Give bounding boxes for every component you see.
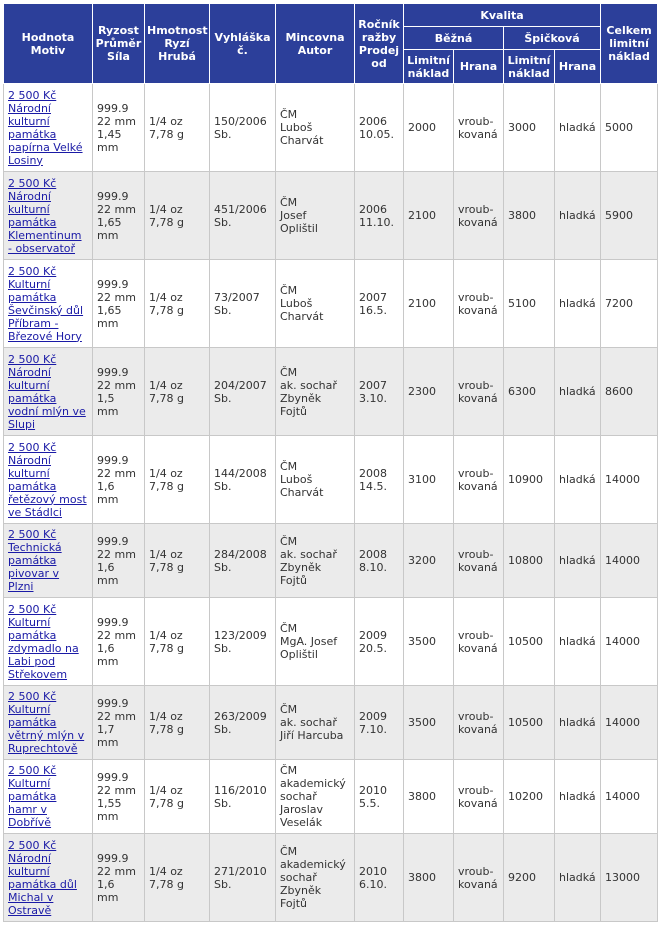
- cell-spickova-naklad: 6300: [504, 348, 555, 436]
- cell-spickova-naklad: 10500: [504, 686, 555, 760]
- header-vyhlaska: Vyhláška č.: [210, 4, 276, 84]
- cell-bezna-hrana: vroub- kovaná: [454, 760, 504, 834]
- cell-ryzost: 999.9 22 mm 1,6 mm: [93, 598, 145, 686]
- cell-hmotnost: 1/4 oz 7,78 g: [145, 260, 210, 348]
- cell-celkem: 5900: [601, 172, 658, 260]
- cell-spickova-naklad: 5100: [504, 260, 555, 348]
- cell-hmotnost: 1/4 oz 7,78 g: [145, 834, 210, 922]
- table-row: [4, 524, 658, 598]
- cell-rocnik: 2007 16.5.: [355, 260, 404, 348]
- motiv-link[interactable]: 2 500 Kč Kulturní památka hamr v Dobřívě: [8, 764, 57, 829]
- cell-bezna-naklad: 2300: [404, 348, 454, 436]
- cell-celkem: 14000: [601, 686, 658, 760]
- cell-bezna-naklad: 3100: [404, 436, 454, 524]
- header-rocnik: Ročník ražby Prodej od: [355, 4, 404, 84]
- cell-celkem: 8600: [601, 348, 658, 436]
- cell-motiv: [4, 686, 93, 760]
- cell-bezna-hrana: vroub- kovaná: [454, 436, 504, 524]
- header-hrana-bezna: Hrana: [454, 50, 504, 84]
- header-mincovna: Mincovna Autor: [276, 4, 355, 84]
- cell-bezna-naklad: 3200: [404, 524, 454, 598]
- cell-rocnik: 2007 3.10.: [355, 348, 404, 436]
- motiv-link[interactable]: 2 500 Kč Technická památka pivovar v Plzni: [8, 528, 62, 593]
- cell-celkem: 5000: [601, 84, 658, 172]
- cell-mincovna: ČM ak. sochař Jiří Harcuba: [276, 686, 355, 760]
- cell-vyhlaska: 271/2010 Sb.: [210, 834, 276, 922]
- cell-bezna-naklad: 2000: [404, 84, 454, 172]
- cell-ryzost: 999.9 22 mm 1,65 mm: [93, 172, 145, 260]
- cell-rocnik: 2006 11.10.: [355, 172, 404, 260]
- cell-spickova-hrana: hladká: [555, 598, 601, 686]
- cell-motiv: [4, 436, 93, 524]
- table-row: [4, 686, 658, 760]
- cell-bezna-hrana: vroub- kovaná: [454, 524, 504, 598]
- cell-rocnik: 2009 20.5.: [355, 598, 404, 686]
- table-row: [4, 172, 658, 260]
- cell-mincovna: ČM ak. sochař Zbyněk Fojtů: [276, 524, 355, 598]
- cell-rocnik: 2006 10.05.: [355, 84, 404, 172]
- motiv-link[interactable]: 2 500 Kč Národní kulturní památka vodní mlýn ve Slupi: [8, 352, 86, 431]
- cell-spickova-hrana: hladká: [555, 834, 601, 922]
- cell-ryzost: 999.9 22 mm 1,5 mm: [93, 348, 145, 436]
- cell-hmotnost: 1/4 oz 7,78 g: [145, 598, 210, 686]
- cell-rocnik: 2010 6.10.: [355, 834, 404, 922]
- cell-vyhlaska: 144/2008 Sb.: [210, 436, 276, 524]
- header-limitni-naklad-spickova: Limitní náklad: [504, 50, 555, 84]
- cell-ryzost: 999.9 22 mm 1,55 mm: [93, 760, 145, 834]
- header-hodnota-motiv: Hodnota Motiv: [4, 4, 93, 84]
- cell-ryzost: 999.9 22 mm 1,6 mm: [93, 834, 145, 922]
- cell-motiv: [4, 172, 93, 260]
- cell-mincovna: ČM Josef Oplištil: [276, 172, 355, 260]
- table-body: [4, 84, 658, 922]
- cell-celkem: 14000: [601, 524, 658, 598]
- cell-spickova-naklad: 10200: [504, 760, 555, 834]
- cell-bezna-hrana: vroub- kovaná: [454, 172, 504, 260]
- cell-spickova-hrana: hladká: [555, 524, 601, 598]
- cell-ryzost: 999.9 22 mm 1,7 mm: [93, 686, 145, 760]
- cell-spickova-naklad: 3800: [504, 172, 555, 260]
- cell-bezna-naklad: 3800: [404, 760, 454, 834]
- motiv-link[interactable]: 2 500 Kč Kulturní památka Ševčinský důl Příbram - Březové Hory: [8, 264, 84, 343]
- cell-spickova-naklad: 10800: [504, 524, 555, 598]
- cell-bezna-hrana: vroub- kovaná: [454, 834, 504, 922]
- table-row: [4, 834, 658, 922]
- motiv-link[interactable]: 2 500 Kč Kulturní památka zdymadlo na Labi pod Střekovem: [8, 602, 79, 681]
- cell-spickova-hrana: hladká: [555, 84, 601, 172]
- cell-ryzost: 999.9 22 mm 1,65 mm: [93, 260, 145, 348]
- cell-spickova-naklad: 10500: [504, 598, 555, 686]
- coins-table: [3, 3, 658, 922]
- cell-bezna-hrana: vroub- kovaná: [454, 84, 504, 172]
- cell-spickova-hrana: hladká: [555, 436, 601, 524]
- cell-vyhlaska: 284/2008 Sb.: [210, 524, 276, 598]
- cell-bezna-naklad: 2100: [404, 260, 454, 348]
- cell-bezna-hrana: vroub- kovaná: [454, 686, 504, 760]
- cell-hmotnost: 1/4 oz 7,78 g: [145, 348, 210, 436]
- table-row: [4, 760, 658, 834]
- cell-ryzost: 999.9 22 mm 1,45 mm: [93, 84, 145, 172]
- cell-bezna-hrana: vroub- kovaná: [454, 260, 504, 348]
- cell-motiv: [4, 260, 93, 348]
- table-row: [4, 436, 658, 524]
- cell-spickova-hrana: hladká: [555, 348, 601, 436]
- cell-hmotnost: 1/4 oz 7,78 g: [145, 524, 210, 598]
- cell-hmotnost: 1/4 oz 7,78 g: [145, 686, 210, 760]
- cell-celkem: 14000: [601, 760, 658, 834]
- table-row: [4, 598, 658, 686]
- cell-motiv: [4, 760, 93, 834]
- cell-motiv: [4, 598, 93, 686]
- cell-hmotnost: 1/4 oz 7,78 g: [145, 172, 210, 260]
- cell-bezna-naklad: 3500: [404, 598, 454, 686]
- cell-rocnik: 2008 8.10.: [355, 524, 404, 598]
- header-ryzost: Ryzost Průměr Síla: [93, 4, 145, 84]
- cell-motiv: [4, 84, 93, 172]
- cell-hmotnost: 1/4 oz 7,78 g: [145, 84, 210, 172]
- table-row: [4, 84, 658, 172]
- cell-celkem: 7200: [601, 260, 658, 348]
- cell-ryzost: 999.9 22 mm 1,6 mm: [93, 524, 145, 598]
- cell-bezna-naklad: 3800: [404, 834, 454, 922]
- motiv-link[interactable]: 2 500 Kč Národní kulturní památka důl Michal v Ostravě: [8, 838, 77, 917]
- header-celkem: Celkem limitní náklad: [601, 4, 658, 84]
- cell-mincovna: ČM Luboš Charvát: [276, 260, 355, 348]
- cell-spickova-naklad: 10900: [504, 436, 555, 524]
- cell-spickova-naklad: 3000: [504, 84, 555, 172]
- cell-rocnik: 2009 7.10.: [355, 686, 404, 760]
- table-row: [4, 348, 658, 436]
- cell-celkem: 14000: [601, 598, 658, 686]
- cell-mincovna: ČM Luboš Charvát: [276, 84, 355, 172]
- motiv-link[interactable]: 2 500 Kč Národní kulturní památka Klementinum - observatoř: [8, 176, 82, 255]
- motiv-link[interactable]: 2 500 Kč Kulturní památka větrný mlýn v Ruprechtově: [8, 690, 85, 755]
- header-kvalita: Kvalita: [404, 4, 601, 27]
- table-row: [4, 260, 658, 348]
- cell-vyhlaska: 123/2009 Sb.: [210, 598, 276, 686]
- cell-mincovna: ČM Luboš Charvát: [276, 436, 355, 524]
- cell-bezna-hrana: vroub- kovaná: [454, 348, 504, 436]
- cell-celkem: 14000: [601, 436, 658, 524]
- header-limitni-naklad-bezna: Limitní náklad: [404, 50, 454, 84]
- header-hmotnost: Hmotnost Ryzí Hrubá: [145, 4, 210, 84]
- motiv-link[interactable]: 2 500 Kč Národní kulturní památka řetězový most ve Stádlci: [8, 440, 87, 519]
- cell-motiv: [4, 524, 93, 598]
- cell-mincovna: ČM MgA. Josef Oplištil: [276, 598, 355, 686]
- cell-mincovna: ČM ak. sochař Zbyněk Fojtů: [276, 348, 355, 436]
- cell-hmotnost: 1/4 oz 7,78 g: [145, 436, 210, 524]
- cell-mincovna: ČM akademický sochař Zbyněk Fojtů: [276, 834, 355, 922]
- cell-bezna-hrana: vroub- kovaná: [454, 598, 504, 686]
- cell-rocnik: 2008 14.5.: [355, 436, 404, 524]
- cell-mincovna: ČM akademický sochař Jaroslav Veselák: [276, 760, 355, 834]
- cell-rocnik: 2010 5.5.: [355, 760, 404, 834]
- cell-vyhlaska: 263/2009 Sb.: [210, 686, 276, 760]
- cell-spickova-hrana: hladká: [555, 686, 601, 760]
- cell-spickova-naklad: 9200: [504, 834, 555, 922]
- header-spickova: Špičková: [504, 27, 601, 50]
- cell-motiv: [4, 834, 93, 922]
- cell-vyhlaska: 73/2007 Sb.: [210, 260, 276, 348]
- cell-motiv: [4, 348, 93, 436]
- cell-vyhlaska: 116/2010 Sb.: [210, 760, 276, 834]
- cell-celkem: 13000: [601, 834, 658, 922]
- cell-ryzost: 999.9 22 mm 1,6 mm: [93, 436, 145, 524]
- table-header: [4, 4, 658, 84]
- cell-spickova-hrana: hladká: [555, 172, 601, 260]
- header-bezna: Běžná: [404, 27, 504, 50]
- cell-vyhlaska: 451/2006 Sb.: [210, 172, 276, 260]
- cell-spickova-hrana: hladká: [555, 260, 601, 348]
- cell-bezna-naklad: 3500: [404, 686, 454, 760]
- cell-vyhlaska: 204/2007 Sb.: [210, 348, 276, 436]
- cell-hmotnost: 1/4 oz 7,78 g: [145, 760, 210, 834]
- cell-spickova-hrana: hladká: [555, 760, 601, 834]
- header-hrana-spickova: Hrana: [555, 50, 601, 84]
- cell-bezna-naklad: 2100: [404, 172, 454, 260]
- motiv-link[interactable]: 2 500 Kč Národní kulturní památka papírna Velké Losiny: [8, 88, 83, 167]
- cell-vyhlaska: 150/2006 Sb.: [210, 84, 276, 172]
